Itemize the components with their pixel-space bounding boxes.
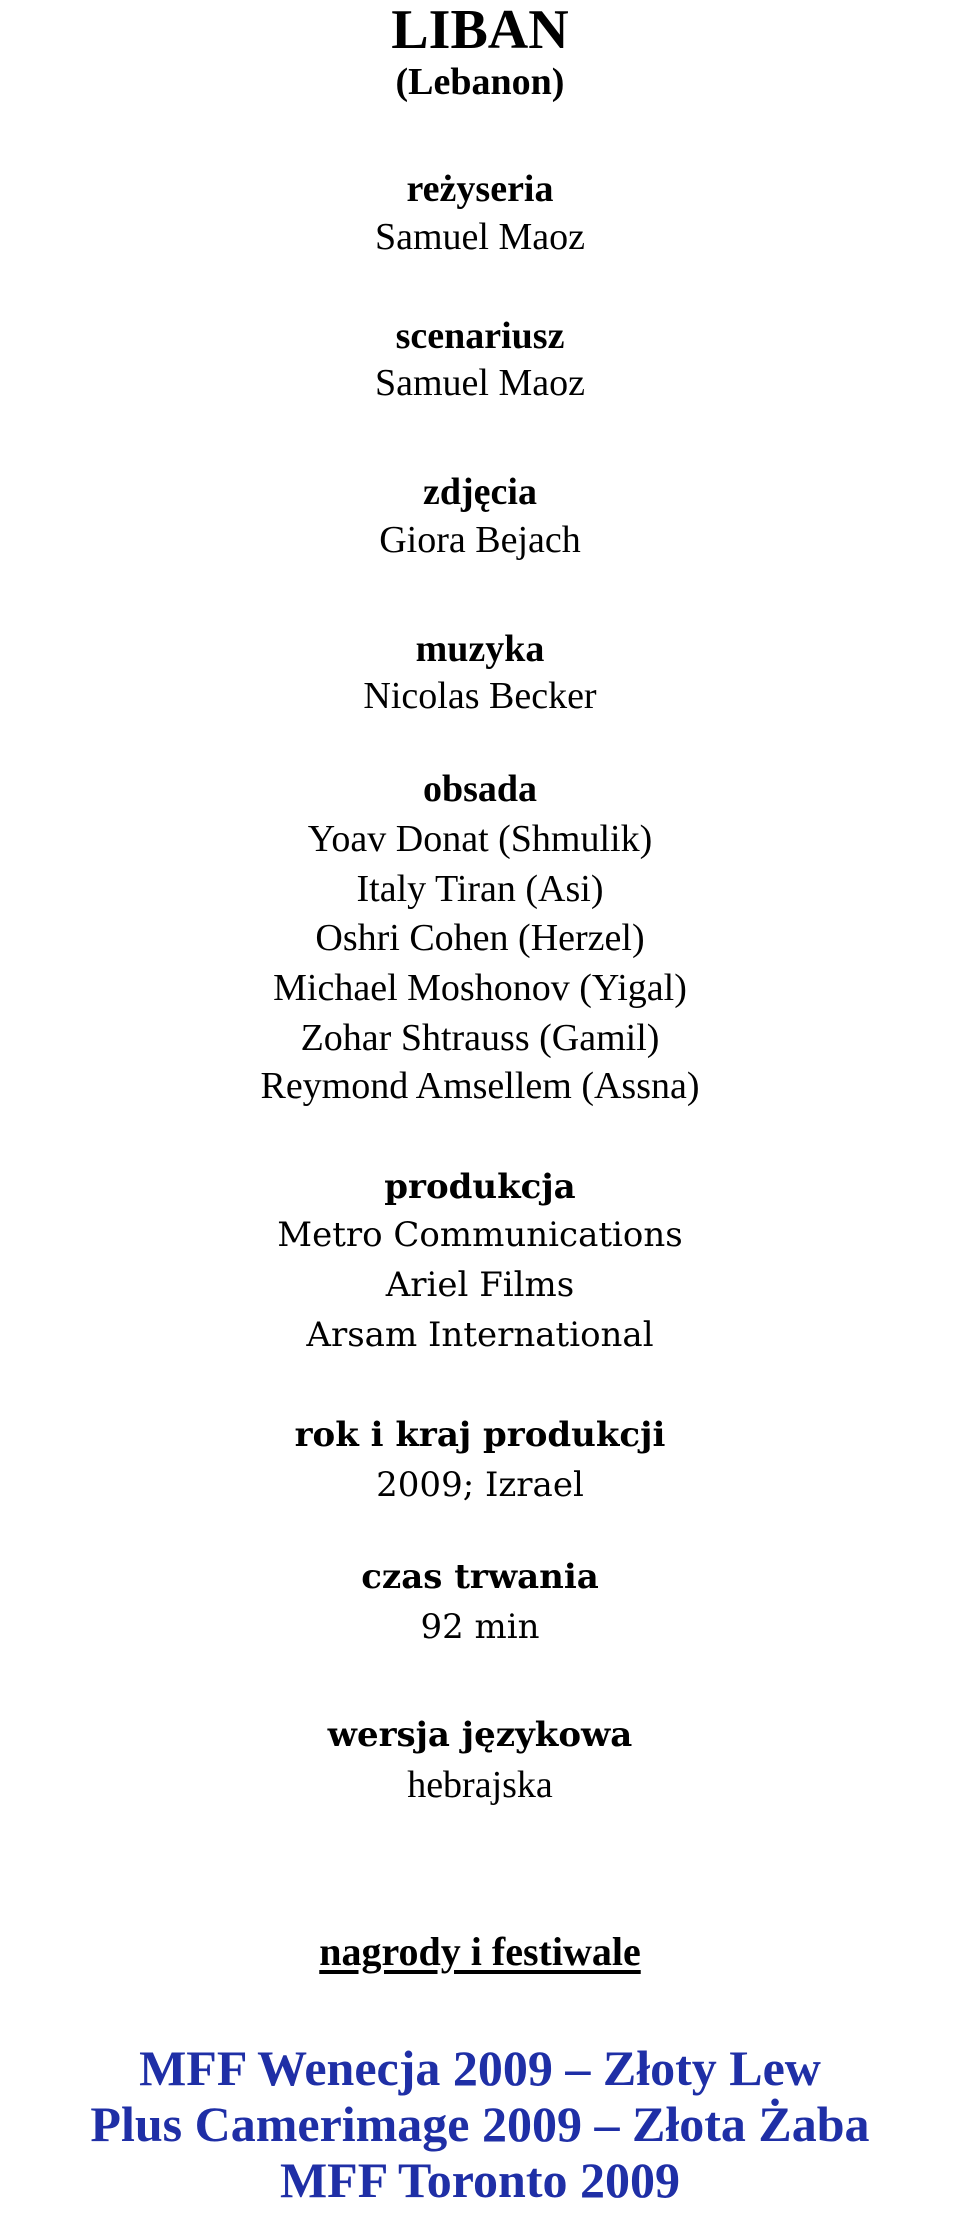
screenplay-value: Samuel Maoz bbox=[374, 362, 585, 404]
cast-member: Zohar Shtrauss (Gamil) bbox=[300, 1017, 660, 1059]
cast-member: Reymond Amsellem (Assna) bbox=[260, 1065, 700, 1107]
production-company: Metro Communications bbox=[277, 1215, 683, 1255]
cast-member: Italy Tiran (Asi) bbox=[356, 868, 604, 910]
language-value: hebrajska bbox=[407, 1764, 553, 1806]
cinematography-value: Giora Bejach bbox=[379, 519, 581, 561]
cast-member: Michael Moshonov (Yigal) bbox=[273, 967, 687, 1009]
film-subtitle: (Lebanon) bbox=[395, 61, 565, 103]
runtime-value: 92 min bbox=[420, 1607, 540, 1647]
production-label: produkcja bbox=[384, 1167, 576, 1207]
directing-value: Samuel Maoz bbox=[374, 216, 585, 258]
cast-member: Oshri Cohen (Herzel) bbox=[315, 917, 645, 959]
awards-heading: nagrody i festiwale bbox=[319, 1929, 641, 1974]
music-value: Nicolas Becker bbox=[363, 675, 597, 717]
award-item: MFF Toronto 2009 bbox=[279, 2152, 681, 2208]
directing-label: reżyseria bbox=[406, 168, 554, 210]
runtime-label: czas trwania bbox=[361, 1557, 599, 1597]
year-country-value: 2009; Izrael bbox=[376, 1465, 584, 1505]
production-company: Ariel Films bbox=[385, 1265, 575, 1305]
screenplay-label: scenariusz bbox=[395, 315, 565, 357]
cinematography-label: zdjęcia bbox=[423, 471, 537, 513]
production-company: Arsam International bbox=[306, 1315, 654, 1355]
cast-member: Yoav Donat (Shmulik) bbox=[307, 818, 653, 860]
language-label: wersja językowa bbox=[327, 1715, 633, 1755]
cast-label: obsada bbox=[422, 768, 538, 810]
award-item: MFF Wenecja 2009 – Złoty Lew bbox=[139, 2040, 821, 2096]
year-country-label: rok i kraj produkcji bbox=[294, 1415, 666, 1455]
award-item: Plus Camerimage 2009 – Złota Żaba bbox=[90, 2096, 870, 2152]
music-label: muzyka bbox=[415, 628, 545, 670]
film-title: LIBAN bbox=[391, 0, 569, 61]
